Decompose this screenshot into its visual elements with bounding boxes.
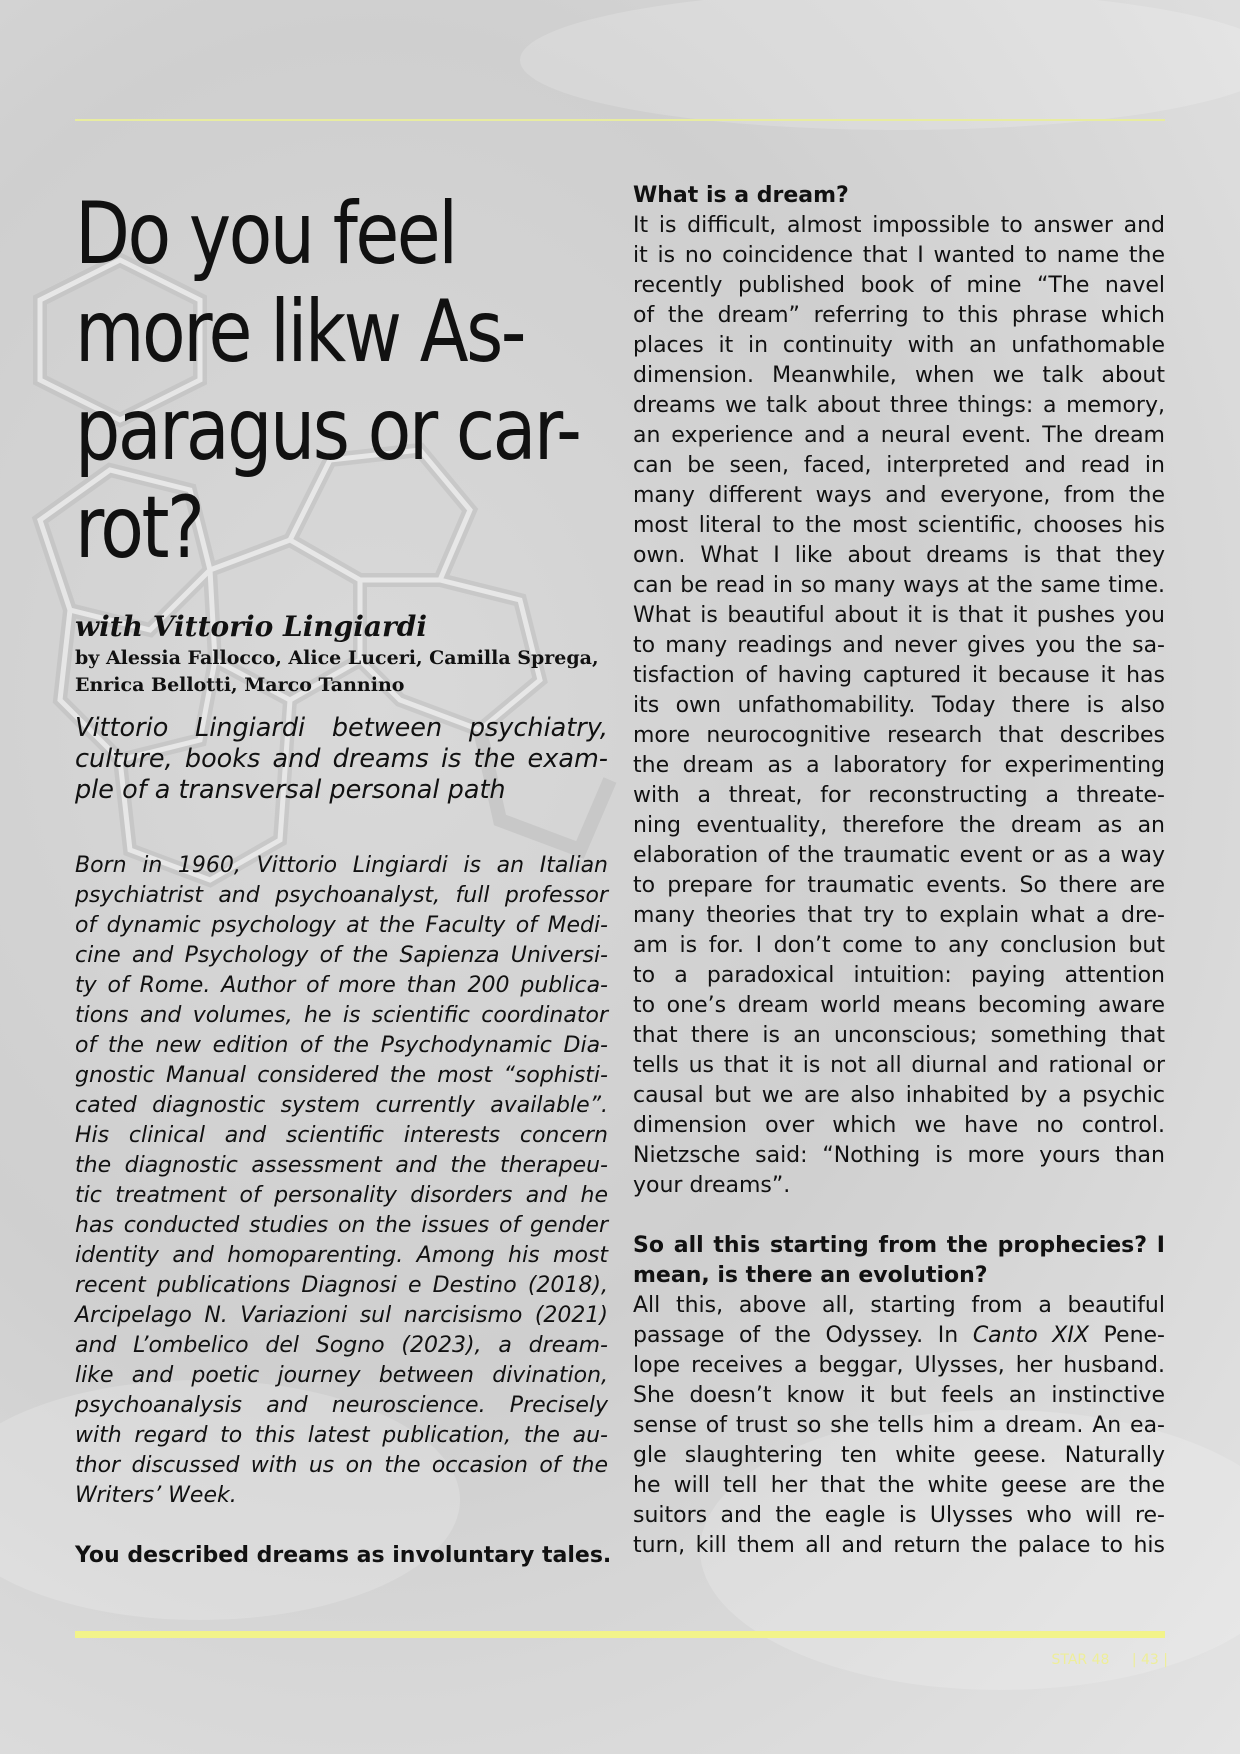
page-footer xyxy=(1033,1652,1168,1668)
answer-line: elaboration of the traumatic event or as a way xyxy=(633,843,1165,868)
answer-line: suitors and the eagle is Ulysses who will re- xyxy=(633,1503,1165,1528)
right-column xyxy=(633,181,1165,1561)
answer-line: lope receives a beggar, Ulysses, her husband. xyxy=(633,1353,1165,1378)
bottom-rule xyxy=(75,1631,1165,1638)
answer-line: its own unfathomability. Today there is also xyxy=(633,693,1165,718)
answer-line: gle slaughtering ten white geese. Naturally xyxy=(633,1443,1165,1468)
answer-line: to a paradoxical intuition: paying attention xyxy=(633,963,1165,988)
bio-line: cated diagnostic system currently available”. xyxy=(75,1093,608,1118)
bio-line: like and poetic journey between divination, xyxy=(75,1363,608,1388)
answer-line: ning eventuality, therefore the dream as an xyxy=(633,813,1165,838)
answer-line: tells us that it is not all diurnal and rational or xyxy=(633,1053,1165,1078)
answer-line: own. What I like about dreams is that they xyxy=(633,543,1165,568)
bio-line: Arcipelago N. Variazioni sul narcisismo (2021) xyxy=(75,1303,608,1328)
answer-line: What is beautiful about it is that it pushes you xyxy=(633,603,1165,628)
lead-paragraph xyxy=(75,713,608,806)
bio-line: cine and Psychology of the Sapienza Universi- xyxy=(75,943,608,968)
bio-line: psychiatrist and psychoanalyst, full professor xyxy=(75,883,608,908)
answer-line: It is difficult, almost impossible to answer and xyxy=(633,213,1165,238)
answer-line: he will tell her that the white geese are the xyxy=(633,1473,1165,1498)
bio-line: of dynamic psychology at the Faculty of Medi- xyxy=(75,913,608,938)
lead-line: Vittorio Lingiardi between psychiatry, xyxy=(75,713,608,743)
byline-line: by Alessia Fallocco, Alice Luceri, Camilla Sprega, xyxy=(75,647,599,669)
bio-line: tions and volumes, he is scientific coordinator xyxy=(75,1003,608,1028)
bio-line: ty of Rome. Author of more than 200 publica- xyxy=(75,973,608,998)
bio-line: Writers’ Week. xyxy=(75,1483,237,1508)
answer-line: places it in continuity with an unfathomable xyxy=(633,333,1165,358)
answer-line: am is for. I don’t come to any conclusion but xyxy=(633,933,1165,958)
bio-line: recent publications Diagnosi e Destino (2018), xyxy=(75,1273,608,1298)
answer-line: many theories that try to explain what a dre- xyxy=(633,903,1165,928)
answer-text: Pene- xyxy=(1088,1323,1165,1348)
lead-line: culture, books and dreams is the exam- xyxy=(75,744,608,774)
bio-line: psychoanalysis and neuroscience. Precisely xyxy=(75,1393,608,1418)
page-number: | 43 | xyxy=(1131,1652,1168,1668)
bio-line: with regard to this latest publication, the au- xyxy=(75,1423,608,1448)
bio-line: of the new edition of the Psychodynamic Dia- xyxy=(75,1033,608,1058)
answer-line: more neurocognitive research that describes xyxy=(633,723,1165,748)
answer-line: can be seen, faced, interpreted and read in xyxy=(633,453,1165,478)
title-line: more likw As- xyxy=(75,282,525,382)
answer-line: to prepare for traumatic events. So there are xyxy=(633,873,1165,898)
answer-line: can be read in so many ways at the same time. xyxy=(633,573,1165,598)
bio-line: the diagnostic assessment and the therapeu- xyxy=(75,1153,608,1178)
answer-line: recently published book of mine “The navel xyxy=(633,273,1165,298)
bio-line: His clinical and scientific interests concern xyxy=(75,1123,608,1148)
answer-line: the dream as a laboratory for experimenting xyxy=(633,753,1165,778)
answer-line: dreams we talk about three things: a memory, xyxy=(633,393,1165,418)
answer-line: it is no coincidence that I wanted to name the xyxy=(633,243,1165,268)
bio-line: and L’ombelico del Sogno (2023), a dream- xyxy=(75,1333,608,1358)
left-column xyxy=(75,851,612,1571)
bio-line: thor discussed with us on the occasion of the xyxy=(75,1453,608,1478)
bio-line: identity and homoparenting. Among his most xyxy=(75,1243,608,1268)
article-title xyxy=(75,184,580,578)
question-heading: So all this starting from the prophecies? I xyxy=(633,1233,1165,1258)
answer-line: dimension. Meanwhile, when we talk about xyxy=(633,363,1165,388)
answer-line: Nietzsche said: “Nothing is more yours than xyxy=(633,1143,1165,1168)
answer-line: tisfaction of having captured it because it has xyxy=(633,663,1165,688)
question-heading: mean, is there an evolution? xyxy=(633,1263,988,1288)
answer-line: your dreams”. xyxy=(633,1173,791,1198)
top-rule xyxy=(75,119,1165,121)
bio-line: has conducted studies on the issues of gender xyxy=(75,1213,608,1238)
answer-line xyxy=(633,1321,1165,1351)
byline-line: Enrica Bellotti, Marco Tannino xyxy=(75,674,405,696)
lead-line: ple of a transversal personal path xyxy=(75,775,506,805)
answer-text: passage of the Odyssey. In xyxy=(633,1323,973,1348)
title-line: paragus or car- xyxy=(75,380,580,480)
answer-line: with a threat, for reconstructing a threate- xyxy=(633,783,1165,808)
answer-line: to one’s dream world means becoming aware xyxy=(633,993,1165,1018)
authors-byline xyxy=(75,645,615,699)
answer-line: that there is an unconscious; something that xyxy=(633,1023,1165,1048)
answer-line: to many readings and never gives you the sa- xyxy=(633,633,1165,658)
question-heading: What is a dream? xyxy=(633,183,849,208)
title-line: Do you feel xyxy=(75,184,456,284)
answer-line: sense of trust so she tells him a dream. An ea- xyxy=(633,1413,1165,1438)
book-reference: Canto XIX xyxy=(972,1323,1089,1348)
answer-line: of the dream” referring to this phrase which xyxy=(633,303,1165,328)
answer-line: turn, kill them all and return the palace to his xyxy=(633,1533,1165,1558)
bio-line: gnostic Manual considered the most “sophisti- xyxy=(75,1063,608,1088)
answer-line: dimension over which we have no control. xyxy=(633,1113,1165,1138)
interviewee-line: with Vittorio Lingiardi xyxy=(75,610,428,643)
bio-line: tic treatment of personality disorders and he xyxy=(75,1183,608,1208)
question-heading: You described dreams as involuntary tales. xyxy=(75,1543,612,1568)
answer-line: an experience and a neural event. The dream xyxy=(633,423,1165,448)
answer-line: causal but we are also inhabited by a psychic xyxy=(633,1083,1165,1108)
answer-line: most literal to the most scientific, chooses his xyxy=(633,513,1165,538)
paragraph-gap xyxy=(633,1201,1165,1231)
magazine-name: STAR 48 xyxy=(1051,1652,1110,1668)
answer-line: All this, above all, starting from a beautiful xyxy=(633,1293,1165,1318)
title-line: rot? xyxy=(75,478,203,578)
answer-line: She doesn’t know it but feels an instinctive xyxy=(633,1383,1165,1408)
answer-line: many different ways and everyone, from the xyxy=(633,483,1165,508)
bio-line: Born in 1960, Vittorio Lingiardi is an Italian xyxy=(75,853,608,878)
